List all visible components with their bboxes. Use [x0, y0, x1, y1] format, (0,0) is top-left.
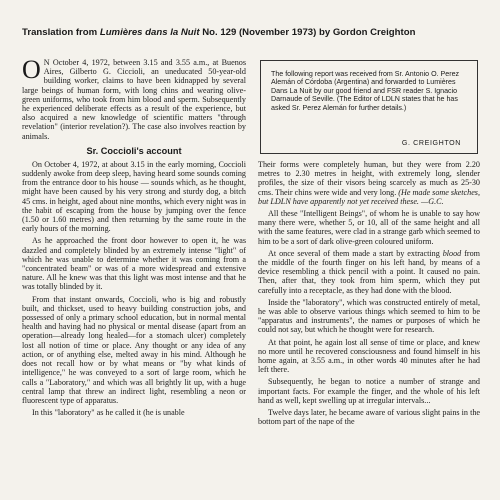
body-paragraph: Their forms were completely human, but they were from 2.20 metres to 2.30 metres in height, with extremely long, slender profiles, the size of their visors being scarcely as much as 25-30 cms. Their chins were wide and very long. (He made some sketches, but LDLN have apparently not yet received these. —G.C. — [258, 160, 481, 206]
emphasis: blood — [442, 248, 462, 258]
header-prefix: Translation from — [22, 27, 100, 38]
left-column — [22, 55, 246, 418]
body-paragraph: All these "Intelligent Beings", of whom he is unable to say how many there were, whether 5, or 10, all of the same height and all with the same features, were clad in a strange garb which seemed to him to be a sort of dark olive-green coloured uniform. — [258, 209, 480, 246]
body-paragraph: In this "laboratory" as he called it (he is unable — [32, 408, 185, 418]
body-paragraph: At once several of them made a start by extracting blood from the middle of the fourth finger on his left hand, by means of a device resembling a thick pencil with a point. It caused no pain. Then, after that, they took from him sperm, which they put carefully into a receptacle, as they had done with the blood. — [258, 248, 480, 295]
body-paragraph: Twelve days later, he became aware of various slight pains in the bottom part of the nape of the — [258, 408, 480, 427]
body-paragraph: From that instant onwards, Coccioli, who is big and robustly built, and thickset, used to heavy building construction jobs, and possessed of only a primary school education, but in normal mental health and having had no physical or mental disease (apart from an operation—already long healed—for a stomach ulcer) completely lost all notion of time or place. Any thought or any idea of any action, or of anything else, melted away in his mind. Although he does not recall how or by what means or "by what kinds of intelligence," he was conveyed to a sort of large room, which he calls a "Laboratory," and which was all brightly lit up, with a huge central lamp that threw an indirect light, resembling a neon or fluorescent type of apparatus. — [22, 294, 246, 405]
body-paragraph: On October 4, 1972, at about 3.15 in the early morning, Coccioli suddenly awoke from deep sleep, having heard some sounds coming from the entrance door to his house — sounds which, as he thought, might have been caused by his very strong and sturdy dog, a bitch 45 cms. in height, aged about nine months, which every night was in the habit of escaping from the house by jumping over the fence (1.50 or 1.60 metres) and then returning by the same route in the early hours of the morning. — [22, 159, 246, 234]
body-paragraph: As he approached the front door however to open it, he was dazzled and completely blinded by an extremely intense "light" of which he was unable to determine whether it was coming from a "concentrated beam" or was of a more widespread and extensive nature. All he knew was that this light was most intense and that he was totally blinded by it. — [22, 236, 246, 292]
body-paragraph: Subsequently, he began to notice a number of strange and important facts. For example the finger, and the whole of his left hand as well, kept swelling up at irregular intervals... — [258, 377, 480, 405]
right-column — [258, 58, 480, 426]
right-text — [258, 160, 480, 426]
editor-note: (He made some sketches, but LDLN have apparently not yet received these. —G.C. — [258, 187, 481, 206]
translator-note-box — [260, 60, 478, 154]
note-text: The following report was received from Sr. Antonio O. Perez Alemán of Córdoba (Argentina) and forwarded to Lumières Dans La Nuit by our good friend and FSR reader S. Ignacio Darnaude of Seville. (The Editor of LDLN states that he has asked Sr. Perez Alemán for further details.) — [271, 70, 460, 112]
body-paragraph: At that point, he again lost all sense of time or place, and knew no more until he recovered consciousness and found himself in his home again, at 3.55 a.m., in other words 40 minutes after he had left there. — [258, 337, 480, 375]
body-paragraph: Inside the "laboratory", which was constructed entirely of metal, he was able to observe various things which seemed to him to be "apparatus and instruments", the names or purposes of which he could not say, but which he thought were for research. — [258, 297, 480, 335]
note-signature: G. CREIGHTON — [401, 139, 461, 147]
section-heading: Sr. Coccioli's account — [86, 145, 182, 156]
intro-text: N October 4, 1972, between 3.15 and 3.55 a.m., at Buenos Aires, Gilberto G. Ciccioli, an uneducated 50-year-old building worker, claims to have been kidnapped by several large beings of human form, with long chins and wearing olive-green uniforms, who took from him blood and sperm. Subsequently he experienced deliberate effects as a result of the experience, but also acquired a new knowledge of scientific matters "through revelation" (interior revelation?). The case also involves reaction by animals. — [22, 58, 246, 141]
drop-cap: O — [22, 55, 41, 84]
header-suffix: No. 129 (November 1973) by Gordon Creighton — [199, 27, 416, 38]
article-header — [22, 27, 482, 39]
publication-title: Lumières dans la Nuit — [99, 27, 200, 38]
intro-paragraph — [22, 55, 246, 141]
